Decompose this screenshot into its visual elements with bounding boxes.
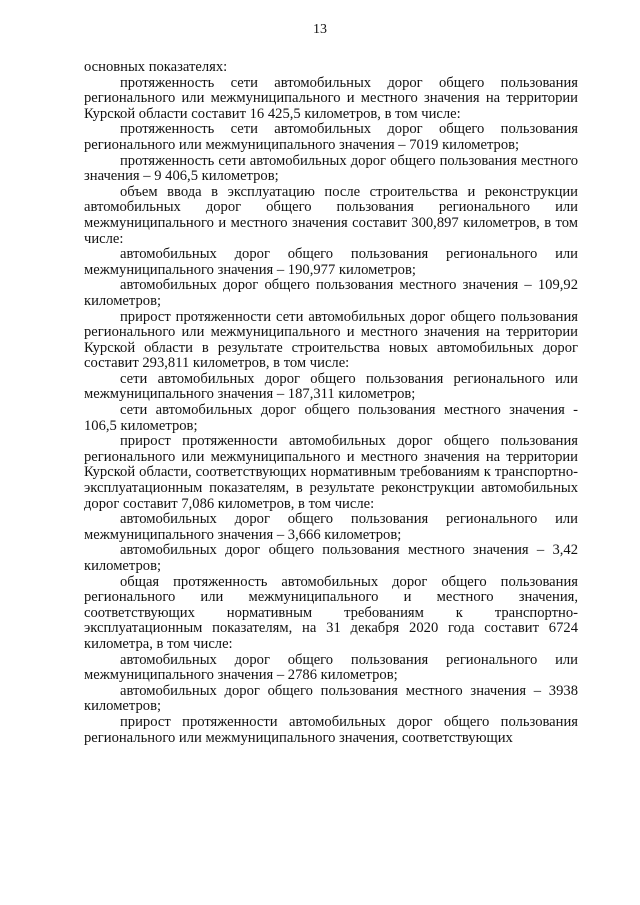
document-body bbox=[84, 60, 578, 746]
paragraph: автомобильных дорог общего пользования регионального или межмуниципального значения – 3,666 километров; bbox=[84, 511, 578, 543]
paragraph: прирост протяженности автомобильных дорог общего пользования регионального или межмуниципального и местного значения на территории Курской области, соответствующих нормативным требованиям к транспортно-эксплуатационным показателям, в результате реконструкции автомобильных дорог составит 7,086 километров, в том числе: bbox=[84, 433, 578, 512]
paragraph: сети автомобильных дорог общего пользования регионального или межмуниципального значения – 187,311 километров; bbox=[84, 370, 578, 403]
paragraph: общая протяженность автомобильных дорог общего пользования регионального или межмуниципального и местного значения, соответствующих нормативным требованиям к транспортно-эксплуатационным показателям, на 31 декабря 2020 года составит 6724 километра, в том числе: bbox=[84, 573, 578, 652]
page-number: 13 bbox=[313, 22, 327, 37]
paragraph: автомобильных дорог общего пользования регионального или межмуниципального значения – 2786 километров; bbox=[84, 651, 578, 684]
paragraph: прирост протяженности автомобильных дорог общего пользования регионального или межмуниципального значения, соответствующих bbox=[84, 713, 578, 746]
paragraph: протяженность сети автомобильных дорог общего пользования регионального или межмуниципального и местного значения на территории Курской области составит 16 425,5 километров, в том числе: bbox=[84, 74, 578, 122]
paragraph: объем ввода в эксплуатацию после строительства и реконструкции автомобильных дорог общего пользования регионального или межмуниципального и местного значения составит 300,897 километров, в том числе: bbox=[84, 183, 578, 247]
paragraph: автомобильных дорог общего пользования местного значения – 109,92 километров; bbox=[84, 277, 578, 309]
paragraph: прирост протяженности сети автомобильных дорог общего пользования регионального или межмуниципального и местного значения на территории Курской области в результате строительства новых автомобильных дорог составит 293,811 километров, в том числе: bbox=[84, 308, 578, 372]
paragraph: автомобильных дорог общего пользования местного значения – 3,42 километров; bbox=[84, 542, 578, 574]
paragraph: автомобильных дорог общего пользования местного значения – 3938 километров; bbox=[84, 682, 578, 715]
paragraph: протяженность сети автомобильных дорог общего пользования регионального или межмуниципального значения – 7019 километров; bbox=[84, 121, 578, 153]
paragraph: основных показателях: bbox=[84, 59, 228, 75]
paragraph: протяженность сети автомобильных дорог общего пользования местного значения – 9 406,5 километров; bbox=[84, 152, 578, 185]
paragraph: автомобильных дорог общего пользования регионального или межмуниципального значения – 190,977 километров; bbox=[84, 246, 578, 278]
paragraph: сети автомобильных дорог общего пользования местного значения - 106,5 километров; bbox=[84, 402, 578, 434]
